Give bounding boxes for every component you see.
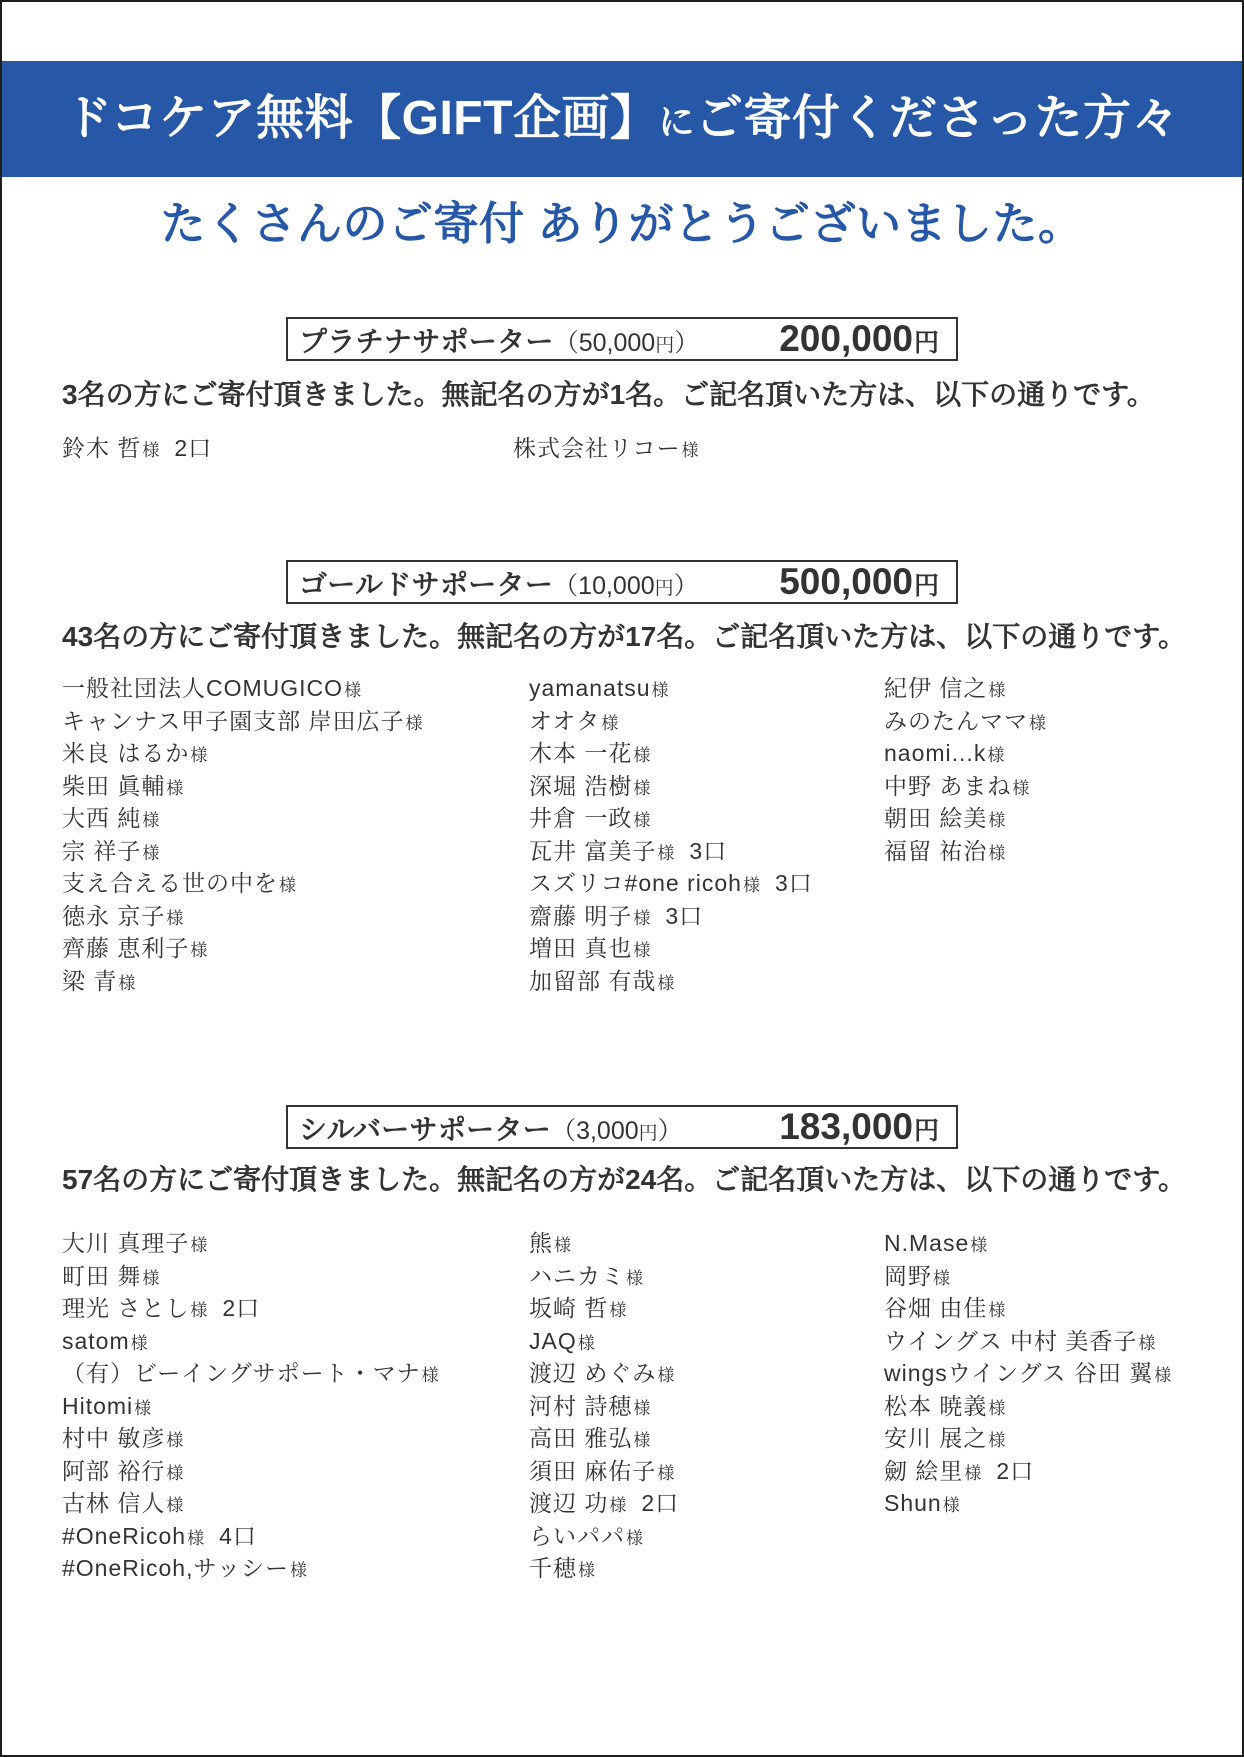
donor-name: 熊	[529, 1230, 553, 1256]
donor-name: （有）ビーイングサポート・マナ	[62, 1360, 421, 1386]
donor-name: 坂崎 哲	[529, 1295, 609, 1321]
honorific: 様	[942, 1496, 961, 1515]
donor-entry	[884, 802, 1047, 835]
donor-name: 阿部 裕行	[62, 1457, 166, 1484]
donor-entry	[884, 1357, 1172, 1390]
donor-name: N.Mase	[884, 1230, 970, 1256]
donor-entry	[529, 1325, 679, 1358]
donor-entry	[884, 1422, 1172, 1455]
unit-price-yen: 円	[654, 578, 674, 599]
donor-name: オオタ	[529, 707, 601, 734]
donor-entry	[529, 1487, 679, 1520]
donor-entry	[62, 432, 212, 465]
unit-price-close: ）	[674, 329, 700, 357]
donor-entry	[62, 1260, 440, 1293]
banner-title	[2, 61, 1242, 177]
donor-entry	[62, 1227, 440, 1260]
donor-entry	[529, 1227, 679, 1260]
honorific: 様	[964, 1463, 983, 1483]
honorific: 様	[190, 941, 209, 960]
total-amount: 183,000	[779, 1106, 913, 1147]
total-amount: 500,000	[779, 561, 913, 602]
honorific: 様	[577, 1333, 596, 1353]
donor-entry	[884, 1227, 1172, 1260]
donor-entry	[884, 1325, 1172, 1358]
header-banner	[2, 61, 1242, 177]
contribution-units: 3口	[689, 837, 728, 864]
donor-name: #OneRicoh,サッシー	[62, 1555, 289, 1581]
unit-price: 10,000	[578, 572, 655, 600]
honorific: 様	[609, 1496, 628, 1515]
honorific: 様	[142, 811, 161, 830]
honorific: 様	[633, 778, 652, 798]
donor-name: 米良 はるか	[62, 740, 190, 766]
donor-name: 朝田 絵美	[884, 805, 988, 831]
honorific: 様	[657, 843, 676, 863]
donor-entry	[62, 1455, 440, 1488]
donor-name: 河村 詩穂	[529, 1392, 633, 1419]
donor-entry	[884, 835, 1047, 868]
tier-summary: 43名の方にご寄付頂きました。無記名の方が17名。ご記名頂いた方は、以下の通りです。	[62, 621, 1187, 652]
contribution-units: 4口	[219, 1522, 257, 1549]
honorific: 様	[681, 441, 700, 460]
total-yen: 円	[913, 572, 939, 600]
donor-entry	[62, 1390, 440, 1423]
donor-entry	[884, 705, 1047, 738]
donor-name: 劒 絵里	[884, 1457, 964, 1484]
banner-title-lead: ドコケア無料【GIFT企画】	[64, 92, 659, 145]
tier-total-amount	[779, 319, 939, 367]
honorific: 様	[651, 681, 670, 700]
honorific: 様	[344, 681, 363, 700]
honorific: 様	[988, 681, 1007, 700]
donor-name: 中野 あまね	[884, 772, 1012, 799]
donor-name: 福留 祐治	[884, 837, 988, 864]
honorific: 様	[1012, 778, 1031, 798]
donor-name: 株式会社リコー	[513, 435, 681, 461]
honorific: 様	[988, 1301, 1007, 1320]
honorific: 様	[609, 1301, 628, 1320]
honorific: 様	[970, 1236, 989, 1255]
honorific: 様	[601, 713, 620, 733]
donor-column	[884, 672, 1047, 867]
tier-summary: 57名の方にご寄付頂きました。無記名の方が24名。ご記名頂いた方は、以下の通りです。	[62, 1164, 1187, 1195]
donor-name: Hitomi	[62, 1392, 134, 1419]
unit-price-yen: 円	[638, 1123, 658, 1144]
unit-price-close: ）	[673, 572, 699, 600]
tier-label	[299, 322, 699, 367]
donor-entry	[62, 965, 423, 998]
donor-name: 木本 一花	[529, 740, 633, 766]
donor-name: 大西 純	[62, 805, 142, 831]
donor-name: 鈴木 哲	[62, 435, 142, 461]
donor-name: 一般社団法人COMUGICO	[62, 675, 344, 701]
donor-entry	[884, 1292, 1172, 1325]
honorific: 様	[142, 1268, 161, 1288]
donor-entry	[62, 900, 423, 933]
donor-name: ハニカミ	[529, 1262, 625, 1289]
honorific: 様	[988, 1398, 1007, 1418]
honorific: 様	[290, 1561, 308, 1580]
donor-name: 井倉 一政	[529, 805, 633, 831]
honorific: 様	[134, 1398, 153, 1418]
donor-entry	[62, 1422, 440, 1455]
honorific: 様	[405, 713, 424, 733]
donor-entry	[62, 835, 423, 868]
tier-summary: 3名の方にご寄付頂きました。無記名の方が1名。ご記名頂いた方は、以下の通りです。	[62, 379, 1155, 410]
donor-entry	[529, 1422, 679, 1455]
tier-heading-box	[286, 1105, 958, 1149]
unit-price-open: （	[551, 1117, 577, 1145]
donor-entry	[529, 1292, 679, 1325]
gold-section	[2, 560, 1242, 994]
tier-heading-box	[286, 560, 958, 604]
honorific: 様	[657, 973, 676, 993]
donor-entry	[529, 802, 813, 835]
honorific: 様	[1138, 1333, 1157, 1353]
donor-name: 宗 祥子	[62, 837, 142, 864]
donor-entry	[62, 770, 423, 803]
total-yen: 円	[913, 1117, 939, 1145]
honorific: 様	[987, 746, 1006, 765]
contribution-units: 2口	[174, 435, 213, 461]
honorific: 様	[166, 778, 185, 798]
honorific: 様	[130, 1333, 149, 1353]
donor-entry	[62, 1552, 440, 1585]
honorific: 様	[142, 441, 161, 460]
donor-entry	[884, 672, 1047, 705]
donor-name: 高田 雅弘	[529, 1425, 633, 1451]
contribution-units: 2口	[222, 1295, 261, 1321]
donor-name: 町田 舞	[62, 1262, 142, 1289]
donor-entry	[62, 1520, 440, 1553]
honorific: 様	[1029, 713, 1047, 733]
unit-price-close: ）	[657, 1117, 683, 1145]
honorific: 様	[633, 908, 652, 928]
donor-name: 紀伊 信之	[884, 675, 988, 701]
donor-name: 村中 敏彦	[62, 1425, 166, 1451]
donor-name: 柴田 眞輔	[62, 772, 166, 799]
platinum-section	[2, 317, 1242, 461]
unit-price-open: （	[553, 329, 579, 357]
banner-title-tail: ご寄付くださった方々	[694, 92, 1180, 145]
donor-column	[62, 1227, 440, 1585]
honorific: 様	[626, 1268, 644, 1288]
donor-name: らいパパ	[529, 1522, 625, 1549]
honorific: 様	[988, 1431, 1007, 1450]
donor-column	[513, 432, 700, 465]
donor-column	[62, 432, 212, 465]
contribution-units: 2口	[641, 1490, 680, 1516]
honorific: 様	[279, 876, 297, 895]
donor-name: ウイングス 中村 美香子	[884, 1327, 1138, 1354]
donor-entry	[529, 1390, 679, 1423]
banner-title-particle: に	[658, 101, 695, 142]
donor-entry	[884, 770, 1047, 803]
donor-name: naomi...k	[884, 740, 987, 766]
tier-name: ゴールドサポーター	[299, 569, 554, 600]
donor-name: 谷畑 由佳	[884, 1295, 988, 1321]
donor-name: 千穂	[529, 1555, 577, 1581]
donor-name: 渡辺 功	[529, 1490, 609, 1516]
total-amount: 200,000	[779, 318, 913, 359]
donor-name: wingsウイングス 谷田 翼	[884, 1360, 1154, 1386]
unit-price-yen: 円	[655, 335, 675, 356]
donor-name: 理光 さとし	[62, 1295, 190, 1321]
donor-name: 齊藤 恵利子	[62, 935, 190, 961]
honorific: 様	[421, 1366, 440, 1385]
donor-entry	[62, 672, 423, 705]
donor-entry	[513, 432, 700, 465]
donor-name: 古林 信人	[62, 1490, 166, 1516]
donor-entry	[529, 672, 813, 705]
donor-name: 支え合える世の中を	[62, 870, 278, 896]
tier-name: シルバーサポーター	[299, 1114, 552, 1145]
honorific: 様	[988, 811, 1007, 830]
honorific: 様	[633, 1431, 652, 1450]
donor-name: キャンナス甲子園支部 岸田広子	[62, 707, 405, 734]
donor-name: 瓦井 富美子	[529, 837, 657, 864]
donor-entry	[529, 835, 813, 868]
donor-name: 岡野	[884, 1262, 932, 1289]
contribution-units: 3口	[665, 902, 704, 929]
donor-entry	[62, 1487, 440, 1520]
donor-entry	[884, 737, 1047, 770]
donor-name: Shun	[884, 1490, 942, 1516]
honorific: 様	[657, 1366, 676, 1385]
honorific: 様	[1154, 1366, 1173, 1385]
donor-name: 徳永 京子	[62, 902, 166, 929]
donor-name: 加留部 有哉	[529, 967, 657, 994]
honorific: 様	[166, 1496, 185, 1515]
donor-name: 増田 真也	[529, 935, 633, 961]
donor-entry	[529, 770, 813, 803]
donor-name: #OneRicoh	[62, 1522, 187, 1549]
total-yen: 円	[913, 329, 939, 357]
unit-price: 3,000	[576, 1117, 639, 1145]
donor-entry	[62, 1357, 440, 1390]
donor-name: 松本 暁義	[884, 1392, 988, 1419]
donor-entry	[62, 867, 423, 900]
honorific: 様	[166, 1431, 185, 1450]
donor-entry	[529, 737, 813, 770]
unit-price: 50,000	[578, 329, 656, 357]
donor-name: 大川 真理子	[62, 1230, 190, 1256]
donor-entry	[529, 932, 813, 965]
honorific: 様	[933, 1268, 951, 1288]
honorific: 様	[626, 1528, 644, 1548]
donor-entry	[529, 965, 813, 998]
honorific: 様	[142, 843, 161, 863]
donor-entry	[62, 705, 423, 738]
honorific: 様	[166, 908, 185, 928]
honorific: 様	[657, 1463, 676, 1483]
donor-name: yamanatsu	[529, 675, 651, 701]
donor-column	[884, 1227, 1172, 1520]
honorific: 様	[190, 746, 209, 765]
unit-price-open: （	[553, 572, 579, 600]
donor-entry	[529, 1520, 679, 1553]
donor-name: スズリコ#one ricoh	[529, 870, 742, 896]
donor-name: 梁 青	[62, 967, 118, 994]
donor-entry	[529, 1552, 679, 1585]
donor-entry	[884, 1390, 1172, 1423]
tier-label	[299, 1110, 683, 1155]
donor-column	[529, 672, 813, 997]
tier-heading-box	[286, 317, 958, 361]
honorific: 様	[742, 876, 761, 895]
donor-entry	[62, 1325, 440, 1358]
donor-name: 安川 展之	[884, 1425, 988, 1451]
honorific: 様	[118, 973, 137, 993]
donor-entry	[884, 1260, 1172, 1293]
honorific: 様	[187, 1528, 206, 1548]
donor-column	[62, 672, 423, 997]
honorific: 様	[554, 1236, 572, 1255]
tier-name: プラチナサポーター	[299, 326, 554, 357]
contribution-units: 2口	[996, 1457, 1035, 1484]
honorific: 様	[633, 941, 652, 960]
honorific: 様	[988, 843, 1007, 863]
donor-entry	[529, 867, 813, 900]
donor-entry	[529, 900, 813, 933]
honorific: 様	[633, 1398, 652, 1418]
donor-name: みのたんママ	[884, 707, 1028, 734]
tier-label	[299, 565, 699, 610]
honorific: 様	[190, 1236, 209, 1255]
donor-entry	[529, 705, 813, 738]
donor-name: 齋藤 明子	[529, 902, 633, 929]
honorific: 様	[190, 1301, 209, 1320]
donor-entry	[529, 1455, 679, 1488]
tier-total-amount	[779, 1107, 939, 1155]
donor-name: satom	[62, 1327, 130, 1354]
donor-name: 須田 麻佑子	[529, 1457, 657, 1484]
silver-section	[2, 1105, 1242, 1581]
donor-entry	[62, 737, 423, 770]
contribution-units: 3口	[774, 870, 813, 896]
donor-name: JAQ	[529, 1327, 577, 1354]
honorific: 様	[633, 746, 652, 765]
honorific: 様	[578, 1561, 596, 1580]
donor-name: 深堀 浩樹	[529, 772, 633, 799]
honorific: 様	[166, 1463, 185, 1483]
donor-entry	[884, 1487, 1172, 1520]
donor-entry	[884, 1455, 1172, 1488]
donor-entry	[529, 1357, 679, 1390]
donor-entry	[62, 1292, 440, 1325]
donor-column	[529, 1227, 679, 1585]
tier-total-amount	[779, 562, 939, 610]
honorific: 様	[633, 811, 652, 830]
donor-name: 渡辺 めぐみ	[529, 1360, 657, 1386]
donor-entry	[529, 1260, 679, 1293]
donor-entry	[62, 802, 423, 835]
thank-you-subtitle: たくさんのご寄付 ありがとうございました。	[160, 198, 1084, 249]
donor-entry	[62, 932, 423, 965]
